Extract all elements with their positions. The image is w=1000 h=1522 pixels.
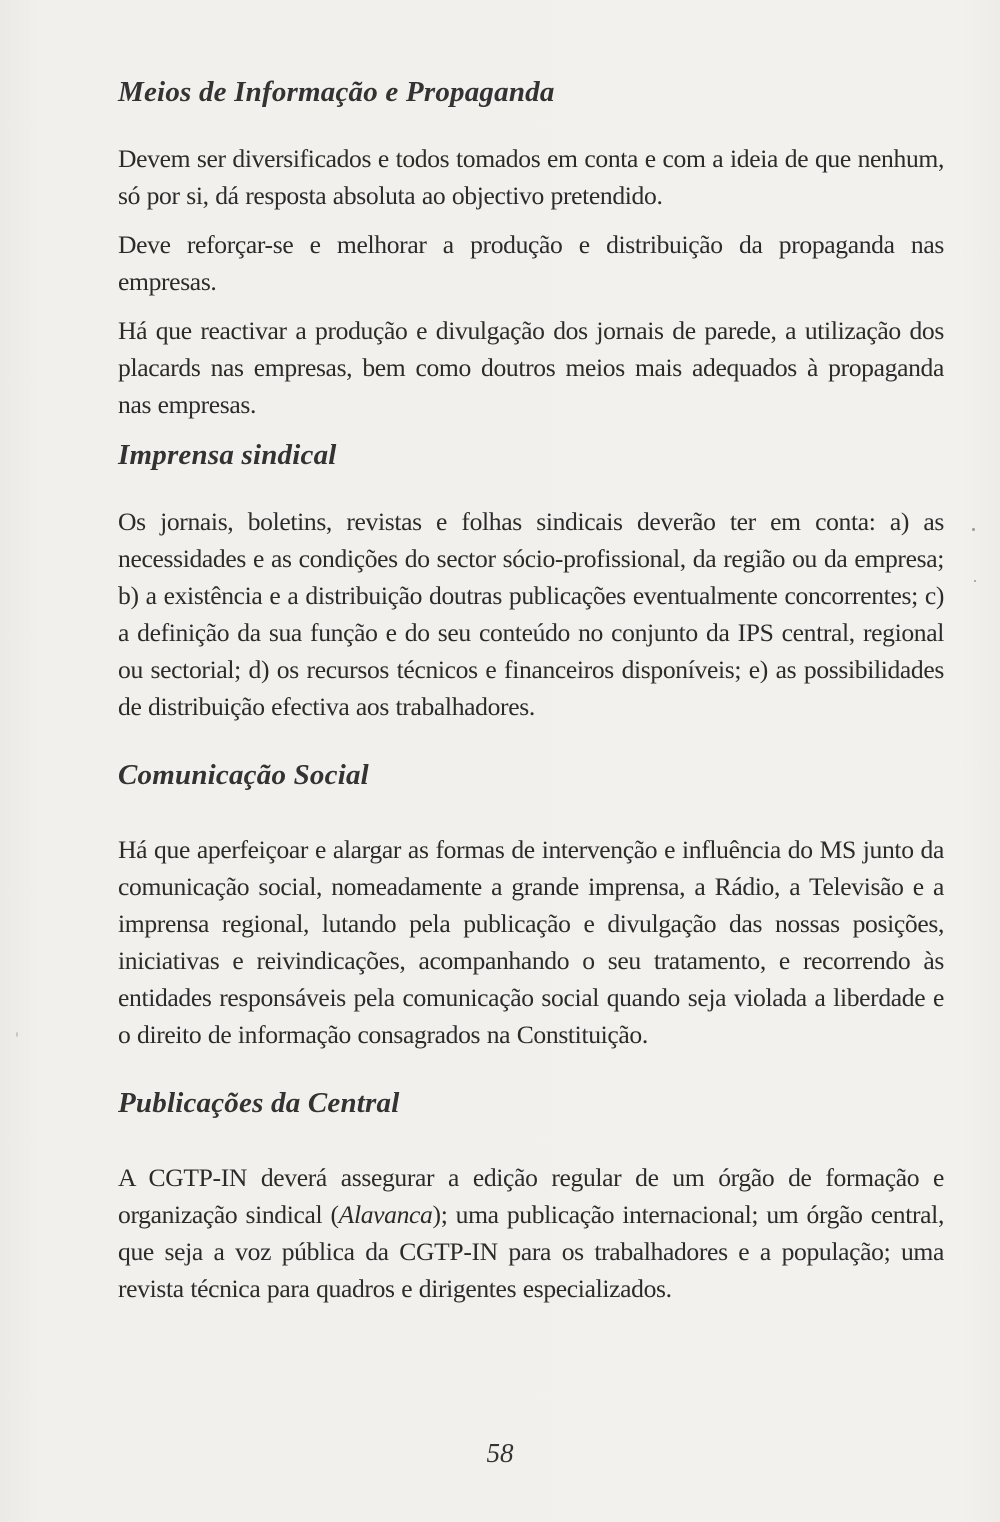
paragraph-text: A CGTP-IN deverá assegurar a edição regular de um órgão de formação e organização sindical ( [118, 1163, 944, 1229]
scan-speck [974, 580, 976, 582]
paragraph: Há que aperfeiçoar e alargar as formas de intervenção e influência do MS junto da comunicação social, nomeadamente a grande imprensa, a Rádio, a Televisão e a imprensa regional, lutando pela publicação e divulgação das nossas posições, iniciativas e reivindicações, acompanhando o seu tratamento, e recorrendo às entidades responsáveis pela comunicação social quando seja violada a liberdade e o direito de informação consagrados na Constituição. [118, 835, 944, 1049]
paragraph: Os jornais, boletins, revistas e folhas sindicais deverão ter em conta: a) as necessidades e as condições do sector sócio-profissional, da região ou da empresa; b) a existência e a distribuição doutras publicações eventualmente concorrentes; c) a definição da sua função e do seu conteúdo no conjunto da IPS central, regional ou sectorial; d) os recursos técnicos e financeiros disponíveis; e) as possibilidades de distribuição efectiva aos trabalhadores. [118, 507, 944, 721]
paragraph: Há que reactivar a produção e divulgação dos jornais de parede, a utilização dos placards nas empresas, bem como doutros meios mais adequados à propaganda nas empresas. [118, 316, 944, 419]
paragraph: Devem ser diversificados e todos tomados em conta e com a ideia de que nenhum, só por si, dá resposta absoluta ao objectivo pretendido. [118, 144, 944, 210]
page-content [118, 68, 944, 1307]
publication-title: Alavanca [338, 1200, 433, 1229]
section-heading-comunicacao-social: Comunicação Social [118, 759, 369, 791]
paragraph-text: ); uma publicação internacional; um órgão central, que seja a voz pública da CGTP-IN para os trabalhadores e a população; uma revista técnica para quadros e dirigentes especializados. [118, 1200, 944, 1303]
scan-speck [972, 528, 975, 531]
page-number: 58 [486, 1438, 514, 1468]
section-heading-meios-informacao: Meios de Informação e Propaganda [118, 76, 555, 108]
scan-speck [16, 1032, 18, 1037]
section-heading-imprensa-sindical: Imprensa sindical [118, 439, 337, 471]
paragraph [118, 1159, 944, 1307]
paragraph: Deve reforçar-se e melhorar a produção e distribuição da propaganda nas empresas. [118, 230, 944, 296]
section-heading-publicacoes-central: Publicações da Central [118, 1087, 400, 1119]
